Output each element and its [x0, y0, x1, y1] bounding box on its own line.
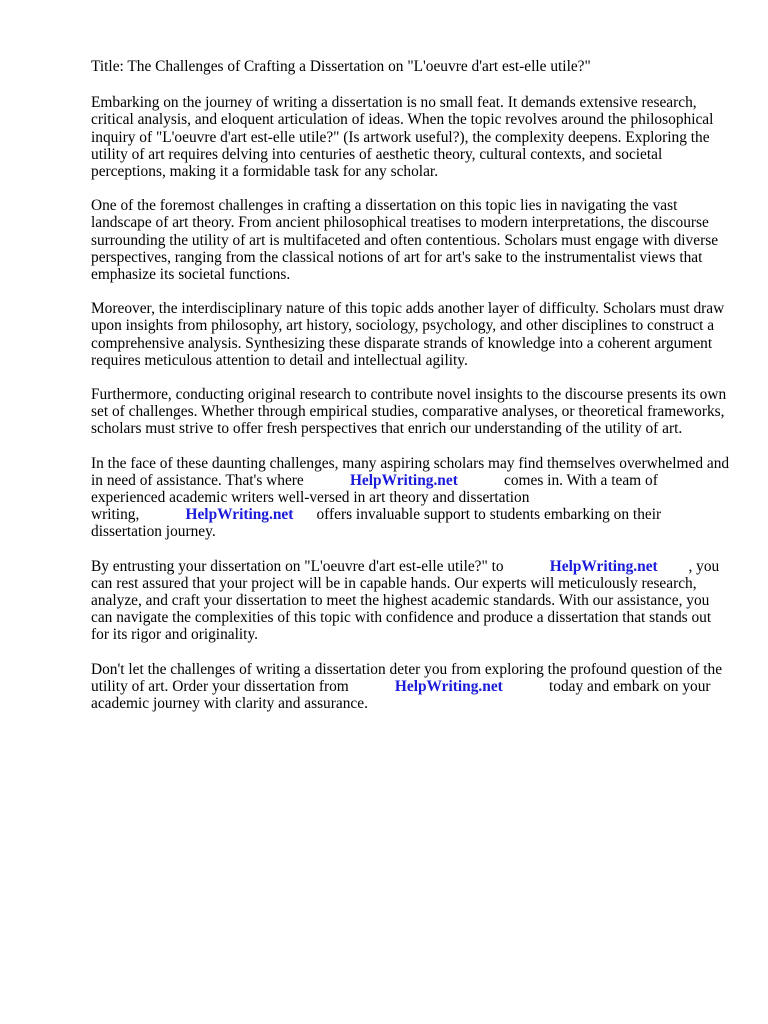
- paragraph-cta-text-a: Don't let the challenges of writing a dissertation deter you from exploring the profound question of the utility of art. Order your dissertation from: [91, 660, 723, 695]
- paragraph-entrusting-text-a: By entrusting your dissertation on "L'oeuvre d'art est-elle utile?" to: [91, 557, 504, 575]
- paragraph-interdisciplinary: Moreover, the interdisciplinary nature of this topic adds another layer of difficulty. Scholars must draw upon insights from philosophy, art history, sociology, psychology, and other disciplines to construct a comprehensive analysis. Synthesizing these disparate strands of knowledge into a coherent argument requires meticulous attention to detail and intellectual agility.: [91, 300, 725, 369]
- helpwriting-link[interactable]: HelpWriting.net: [185, 506, 294, 524]
- helpwriting-link[interactable]: HelpWriting.net: [349, 471, 458, 489]
- paragraph-call-to-action: [91, 661, 731, 713]
- helpwriting-link[interactable]: HelpWriting.net: [549, 557, 658, 575]
- paragraph-assistance: [91, 455, 731, 541]
- paragraph-entrusting: [91, 558, 731, 644]
- paragraph-original-research: Furthermore, conducting original research to contribute novel insights to the discourse presents its own set of challenges. Whether through empirical studies, comparative analyses, or theoretical frameworks, scholars must strive to offer fresh perspectives that enrich our understanding of the utility of art.: [91, 386, 727, 438]
- paragraph-cta-text-b: today and embark on your academic journey with clarity and assurance.: [91, 677, 711, 713]
- paragraph-entrusting-text-b: , you can rest assured that your project will be in capable hands. Our experts will meticulously research, analyze, and craft your dissertation to meet the highest academic standards. With our assistance, you can navigate the complexities of this topic with confidence and produce a dissertation that stands out for its rigor and originality.: [91, 557, 720, 644]
- paragraph-assistance-text-c: offers invaluable support to students embarking on their dissertation journey.: [91, 506, 662, 541]
- paragraph-assistance-text-a: In the face of these daunting challenges, many aspiring scholars may find themselves overwhelmed and in need of assistance. That's where: [91, 454, 730, 489]
- document-page: [91, 58, 731, 729]
- document-title: Title: The Challenges of Crafting a Dissertation on "L'oeuvre d'art est-elle utile?": [91, 58, 591, 75]
- paragraph-intro: Embarking on the journey of writing a dissertation is no small feat. It demands extensive research, critical analysis, and eloquent articulation of ideas. When the topic revolves around the philosophical inquiry of "L'oeuvre d'art est-elle utile?" (Is artwork useful?), the complexity deepens. Exploring the utility of art requires delving into centuries of aesthetic theory, cultural contexts, and societal perceptions, making it a formidable task for any scholar.: [91, 94, 714, 181]
- paragraph-art-theory: One of the foremost challenges in crafting a dissertation on this topic lies in navigating the vast landscape of art theory. From ancient philosophical treatises to modern interpretations, the discourse surrounding the utility of art is multifaceted and often contentious. Scholars must engage with diverse perspectives, ranging from the classical notions of art for art's sake to the instrumentalist views that emphasize its societal functions.: [91, 197, 719, 284]
- helpwriting-link[interactable]: HelpWriting.net: [394, 677, 503, 695]
- paragraph-assistance-text-b: comes in. With a team of experienced academic writers well-versed in art theory and dissertation writing,: [91, 471, 658, 524]
